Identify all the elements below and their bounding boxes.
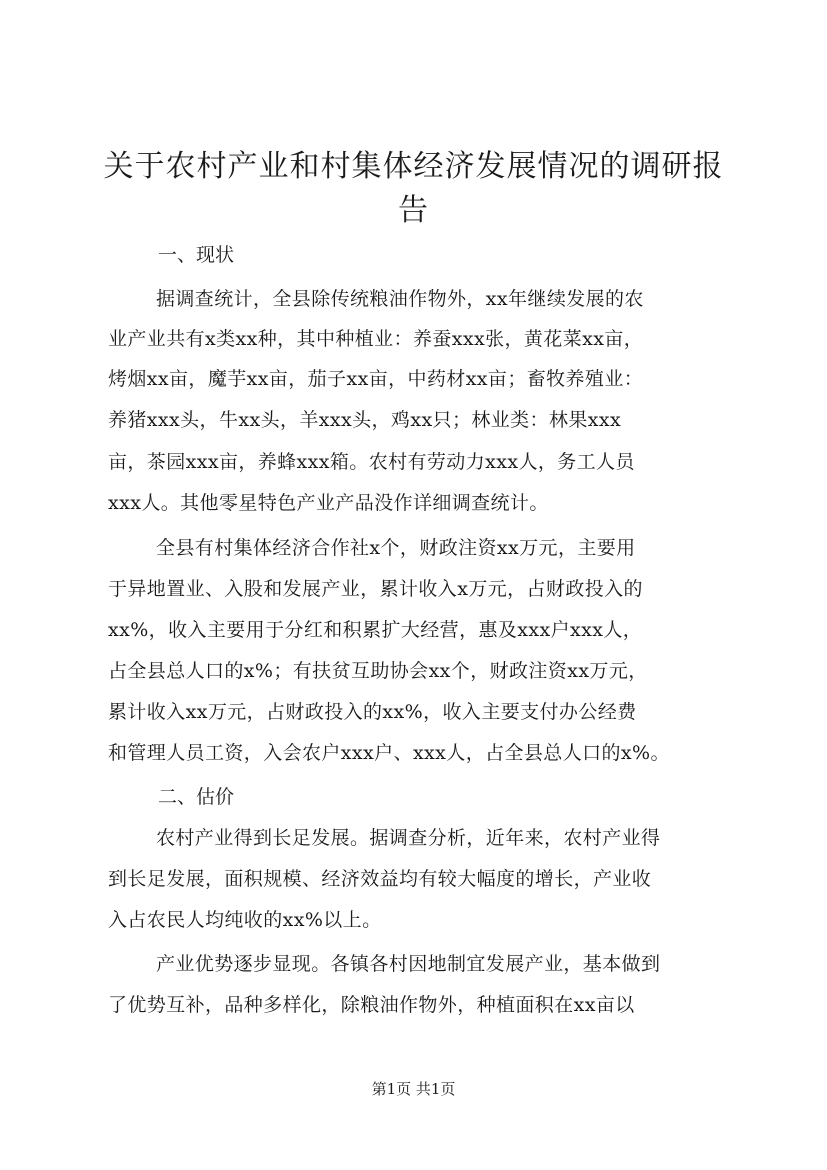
paragraph-line: 烤烟xx亩，魔芋xx亩，茄子xx亩，中药材xx亩；畜牧养殖业： [108,368,644,390]
paragraph-line: 入占农民人均纯收的xx%以上。 [108,909,382,931]
paragraph-line: 亩，茶园xxx亩，养蜂xxx箱。农村有劳动力xxx人，务工人员 [108,451,635,473]
paragraph-line: 农村产业得到长足发展。据调查分析，近年来，农村产业得 [156,827,661,849]
paragraph-line: 占全县总人口的x%；有扶贫互助协会xx个，财政注资xx万元， [108,660,648,682]
paragraph-line: 于异地置业、入股和发展产业，累计收入x万元，占财政投入的 [108,578,643,600]
section-heading-status: 一、现状 [158,244,235,266]
section-heading-evaluation: 二、估价 [158,786,235,808]
paragraph-line: 全县有村集体经济合作社x个，财政注资xx万元，主要用 [156,537,636,559]
paragraph-line: xx%，收入主要用于分红和积累扩大经营，惠及xxx户xxx人， [108,619,643,641]
paragraph-line: 累计收入xx万元，占财政投入的xx%，收入主要支付办公经费 [108,701,637,723]
paragraph-line: 业产业共有x类xx种，其中种植业：养蚕xxx张，黄花菜xx亩， [108,328,644,350]
paragraph-line: 据调查统计，全县除传统粮油作物外，xx年继续发展的农 [156,288,644,310]
page-number-footer: 第1页 共1页 [371,1080,456,1098]
paragraph-line: 和管理人员工资，入会农户xxx户、xxx人，占全县总人口的x%。 [108,742,670,764]
paragraph-line: xxx人。其他零星特色产业产品没作详细调查统计。 [108,492,549,514]
paragraph-line: 了优势互补，品种多样化，除粮油作物外，种植面积在xx亩以 [108,994,635,1016]
paragraph-line: 养猪xxx头，牛xx头，羊xxx头，鸡xx只；林业类：林果xxx [108,409,622,431]
document-title: 关于农村产业和村集体经济发展情况的调研报告 [103,149,724,228]
paragraph-line: 到长足发展，面积规模、经济效益均有较大幅度的增长，产业收 [108,868,652,890]
paragraph-line: 产业优势逐步显现。各镇各村因地制宜发展产业，基本做到 [156,953,661,975]
